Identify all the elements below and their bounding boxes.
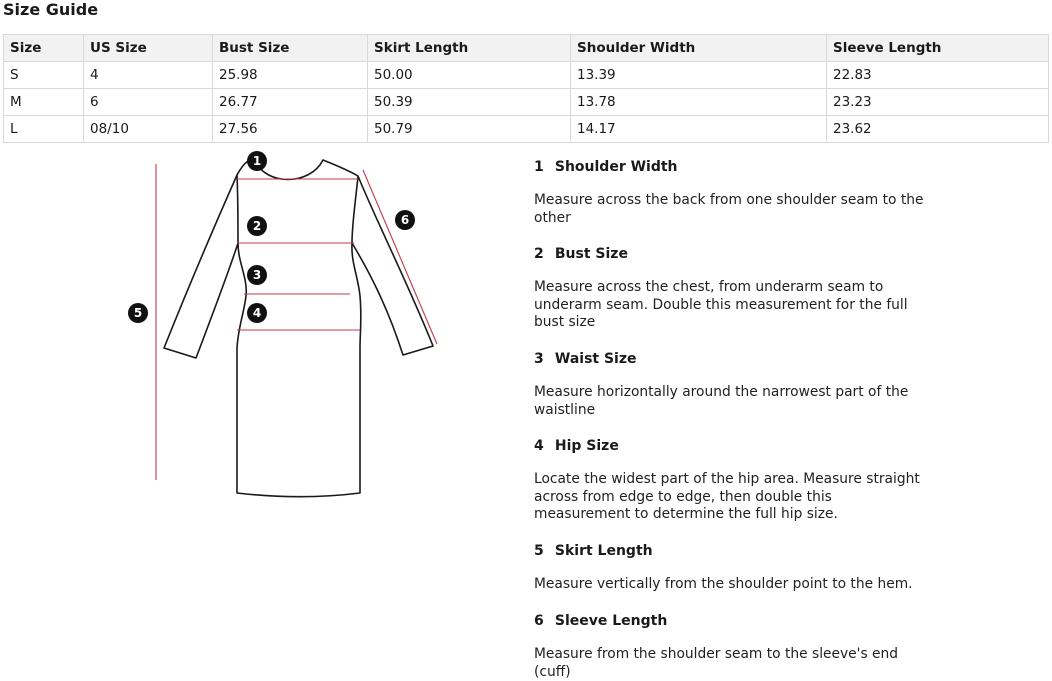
marker-6 <box>395 210 415 230</box>
instruction-text: Locate the widest part of the hip area. Measure straight across from edge to edge, then double this measurement to determine the full hip size. <box>534 471 920 522</box>
table-row <box>4 62 1049 89</box>
instruction-heading: 4 Hip Size <box>534 438 619 454</box>
measurement-lines <box>156 164 437 480</box>
marker-3-label: 3 <box>252 268 262 282</box>
instruction-waist-size <box>534 350 924 437</box>
instruction-hip-size <box>534 437 924 542</box>
instruction-text: Measure across the chest, from underarm seam to underarm seam. Double this measurement for the full bust size <box>534 279 908 330</box>
instruction-heading: 3 Waist Size <box>534 351 637 367</box>
instruction-heading: 5 Skirt Length <box>534 543 653 559</box>
instruction-heading: 6 Sleeve Length <box>534 613 668 629</box>
marker-2 <box>247 216 267 236</box>
table-cell: S <box>4 62 84 89</box>
column-header: Shoulder Width <box>571 35 827 62</box>
column-header: US Size <box>84 35 213 62</box>
sleeve-length-line <box>363 170 437 344</box>
table-cell: 6 <box>84 89 213 116</box>
table-cell: 50.39 <box>368 89 571 116</box>
instruction-bust-size <box>534 245 924 350</box>
marker-5-label: 5 <box>133 306 143 320</box>
marker-5 <box>128 303 148 323</box>
table-row <box>4 89 1049 116</box>
marker-1 <box>247 151 267 171</box>
marker-2-label: 2 <box>252 219 262 233</box>
dress-outline <box>164 159 433 496</box>
instruction-heading: 2 Bust Size <box>534 246 628 262</box>
table-cell: 13.78 <box>571 89 827 116</box>
instruction-skirt-length <box>534 542 924 612</box>
table-header-row <box>4 35 1049 62</box>
table-cell: 26.77 <box>213 89 368 116</box>
table-row <box>4 116 1049 143</box>
dress-diagram <box>120 148 460 503</box>
instruction-text: Measure from the shoulder seam to the sleeve's end (cuff) <box>534 646 899 680</box>
table-cell: 27.56 <box>213 116 368 143</box>
table-cell: 23.62 <box>827 116 1049 143</box>
column-header: Size <box>4 35 84 62</box>
table-cell: 14.17 <box>571 116 827 143</box>
column-header: Skirt Length <box>368 35 571 62</box>
table-cell: 08/10 <box>84 116 213 143</box>
table-cell: 25.98 <box>213 62 368 89</box>
table-cell: 23.23 <box>827 89 1049 116</box>
table-cell: 50.00 <box>368 62 571 89</box>
table-cell: 50.79 <box>368 116 571 143</box>
table-cell: L <box>4 116 84 143</box>
marker-6-label: 6 <box>400 213 410 227</box>
instruction-text: Measure vertically from the shoulder point to the hem. <box>534 576 913 592</box>
column-header: Sleeve Length <box>827 35 1049 62</box>
table-cell: 13.39 <box>571 62 827 89</box>
marker-4 <box>247 303 267 323</box>
page-title: Size Guide <box>3 0 99 19</box>
marker-3 <box>247 265 267 285</box>
instruction-heading: 1 Shoulder Width <box>534 159 678 175</box>
size-table <box>3 34 1049 143</box>
instruction-text: Measure across the back from one shoulder seam to the other <box>534 192 924 226</box>
instruction-text: Measure horizontally around the narrowest part of the waistline <box>534 384 909 418</box>
marker-4-label: 4 <box>252 306 262 320</box>
column-header: Bust Size <box>213 35 368 62</box>
measurement-instructions <box>534 158 924 681</box>
table-cell: 4 <box>84 62 213 89</box>
marker-1-label: 1 <box>252 154 262 168</box>
table-cell: M <box>4 89 84 116</box>
instruction-shoulder-width <box>534 158 924 245</box>
instruction-sleeve-length <box>534 612 924 681</box>
table-cell: 22.83 <box>827 62 1049 89</box>
